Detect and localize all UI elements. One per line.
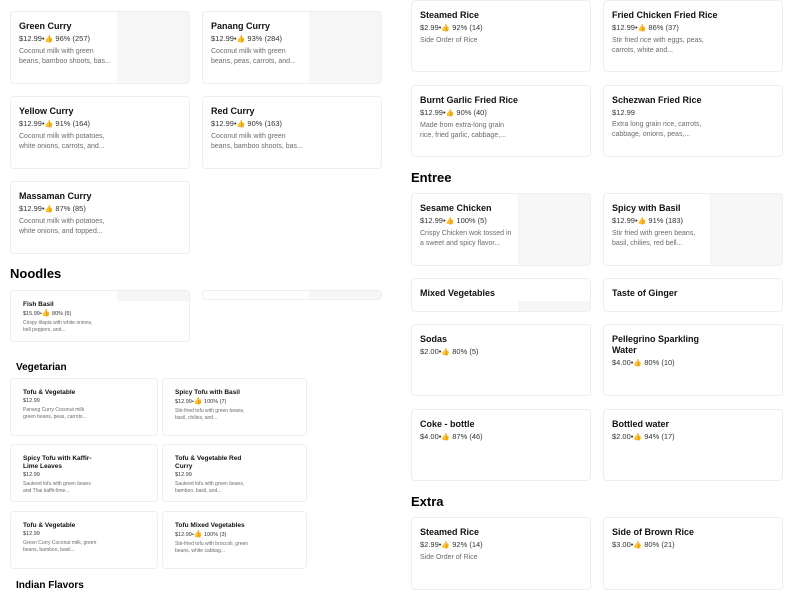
item-name: Side of Brown Rice [612,527,695,537]
item-meta: $12.99•👍 100% (3) [175,531,227,538]
menu-item-mixed-vegetables[interactable] [411,278,591,312]
thumbs-up-icon: 👍 [637,25,647,32]
item-name: Tofu & Vegetable [23,389,76,396]
item-name: Spicy Tofu with Basil [175,389,240,396]
item-description: Side Order of Rice [420,554,478,561]
item-meta: $12.99•👍 100% (7) [175,398,227,405]
menu-item-sodas[interactable] [411,324,591,396]
item-description: Coconut milk with potatoes, white onions, and topped... [19,218,105,235]
item-meta: $4.00•👍 87% (46) [420,432,483,441]
item-meta: $12.99•👍 91% (183) [612,216,684,225]
item-meta: $15.99•👍 80% (5) [23,310,72,317]
thumbs-up-icon: 👍 [441,434,451,441]
menu-item-taste-of-ginger[interactable] [603,278,783,312]
item-description: Side Order of Rice [420,37,478,44]
menu-item-fried-chicken-fried-rice[interactable] [603,0,783,72]
item-meta: $3.00•👍 80% (21) [612,540,675,549]
item-description: Stir-fried tofu with broccoli, green beans, white cabbag... [175,541,249,554]
thumbs-up-icon: 👍 [441,349,451,356]
item-description: Stir fried with green beans, basil, chilies, red bell... [612,230,696,247]
thumbs-up-icon: 👍 [44,36,54,43]
thumbs-up-icon: 👍 [637,218,647,225]
item-description: Coconut milk with green beans, bamboo shoots, bas... [211,133,303,150]
item-meta: $12.99•👍 90% (163) [211,119,283,128]
menu-item-spicy-tofu-kaffir[interactable] [10,444,158,502]
item-name: Steamed Rice [420,527,480,537]
menu-item-tofu-vegetable-panang[interactable] [10,378,158,436]
item-name: Sesame Chicken [420,203,492,213]
section-heading-vegetarian: Vegetarian [16,362,67,373]
item-name: Burnt Garlic Fried Rice [420,95,519,105]
item-name: Spicy with Basil [612,203,681,213]
thumbs-up-icon: 👍 [236,36,246,43]
item-name: Bottled water [612,419,670,429]
item-meta: $12.99•👍 91% (164) [19,119,91,128]
item-name: Yellow Curry [19,106,74,116]
section-heading-entree: Entree [411,170,452,185]
item-description: Panang Curry Coconut milk green beans, peas, carrots... [23,407,87,420]
thumbs-up-icon: 👍 [236,121,246,128]
item-meta: $2.99•👍 92% (14) [420,23,483,32]
item-photo [117,291,189,301]
menu-item-sesame-chicken[interactable] [411,193,591,266]
item-meta: $2.00•👍 80% (5) [420,347,479,356]
menu-item-green-curry[interactable] [10,11,190,84]
menu-item-burnt-garlic-fried-rice[interactable] [411,85,591,157]
item-meta: $2.99•👍 92% (14) [420,540,483,549]
item-meta: $12.99•👍 96% (257) [19,34,91,43]
thumbs-up-icon: 👍 [633,360,643,367]
item-name: Red Curry [211,106,255,116]
item-meta: $12.99 [23,531,40,537]
menu-item-extra-steamed-rice[interactable] [411,517,591,590]
item-meta: $12.99•👍 90% (40) [420,108,487,117]
menu-item-yellow-curry[interactable] [10,96,190,169]
item-name: Pellegrino Sparkling Water [612,334,700,355]
item-name: Tofu Mixed Vegetables [175,522,245,529]
item-description: Crispy tilapia with white onions, bell peppers, and... [23,320,93,333]
item-description: Stir-fried tofu with green beans, basil, chilies, and... [175,408,245,421]
menu-item-placeholder[interactable] [202,290,382,300]
item-description: Made from extra-long grain rice, fried garlic, cabbage,... [420,122,506,139]
menu-item-spicy-tofu-basil[interactable] [162,378,307,436]
item-name: Tofu & Vegetable Red Curry [175,455,242,470]
menu-item-coke-bottle[interactable] [411,409,591,481]
thumbs-up-icon: 👍 [445,110,455,117]
thumbs-up-icon: 👍 [445,218,455,225]
item-name: Mixed Vegetables [420,288,496,298]
item-name: Fried Chicken Fried Rice [612,10,718,20]
item-name: Steamed Rice [420,10,480,20]
menu-item-tofu-vegetable-red-curry[interactable] [162,444,307,502]
thumbs-up-icon: 👍 [633,542,643,549]
menu-item-bottled-water[interactable] [603,409,783,481]
menu-item-red-curry[interactable] [202,96,382,169]
item-name: Coke - bottle [420,419,475,429]
section-heading-extra: Extra [411,494,444,509]
item-description: Coconut milk with potatoes, white onions, carrots, and... [19,133,105,150]
menu-item-spicy-with-basil[interactable] [603,193,783,266]
thumbs-up-icon: 👍 [41,310,51,317]
item-name: Green Curry [19,21,72,31]
item-meta: $12.99 [612,108,635,117]
menu-item-fish-basil[interactable] [10,290,190,342]
item-name: Schezwan Fried Rice [612,95,702,105]
menu-item-tofu-vegetable-green[interactable] [10,511,158,569]
item-description: Sauteed tofu with green beans and Thai kaffir-lime... [23,481,91,494]
item-name: Fish Basil [23,301,54,308]
item-description: Coconut milk with green beans, bamboo shoots, bas... [19,48,111,65]
thumbs-up-icon: 👍 [633,434,643,441]
item-meta: $2.00•👍 94% (17) [612,432,675,441]
item-name: Taste of Ginger [612,288,678,298]
thumbs-up-icon: 👍 [441,25,451,32]
menu-item-pellegrino[interactable] [603,324,783,396]
thumbs-up-icon: 👍 [44,206,54,213]
item-meta: $12.99•👍 100% (5) [420,216,487,225]
item-meta: $12.99•👍 86% (37) [612,23,679,32]
item-name: Spicy Tofu with Kaffir-Lime Leaves [23,455,92,470]
menu-item-side-brown-rice[interactable] [603,517,783,590]
menu-item-panang-curry[interactable] [202,11,382,84]
menu-item-steamed-rice[interactable] [411,0,591,72]
menu-item-schezwan-fried-rice[interactable] [603,85,783,157]
item-description: Stir fried rice with eggs, peas, carrots, white and... [612,37,704,54]
item-meta: $12.99•👍 87% (85) [19,204,86,213]
item-photo [518,301,590,311]
item-description: Coconut milk with green beans, peas, carrots, and... [211,48,296,65]
item-name: Massaman Curry [19,191,92,201]
section-heading-noodles: Noodles [10,266,62,281]
thumbs-up-icon: 👍 [441,542,451,549]
thumbs-up-icon: 👍 [44,121,54,128]
thumbs-up-icon: 👍 [193,531,203,538]
item-meta: $12.99 [23,398,40,404]
item-meta: $12.99•👍 93% (284) [211,34,283,43]
menu-item-tofu-mixed-vegetables[interactable] [162,511,307,569]
item-name: Panang Curry [211,21,271,31]
item-meta: $4.00•👍 80% (10) [612,358,675,367]
item-name: Sodas [420,334,448,344]
item-description: Extra long grain rice, carrots, cabbage, onions, peas,... [612,121,702,138]
section-heading-indian-flavors: Indian Flavors [16,580,84,591]
item-meta: $12.99 [23,472,40,478]
item-description: Crispy Chicken wok tossed in a sweet and spicy flavor... [420,230,512,247]
item-meta: $12.99 [175,472,192,478]
menu-item-massaman-curry[interactable] [10,181,190,254]
thumbs-up-icon: 👍 [193,398,203,405]
item-name: Tofu & Vegetable [23,522,76,529]
item-photo [309,291,381,299]
item-description: Green Curry Coconut milk, green beans, bamboo, basil... [23,540,97,553]
item-description: Sauteed tofu with green beans, bamboo, basil, and... [175,481,245,494]
